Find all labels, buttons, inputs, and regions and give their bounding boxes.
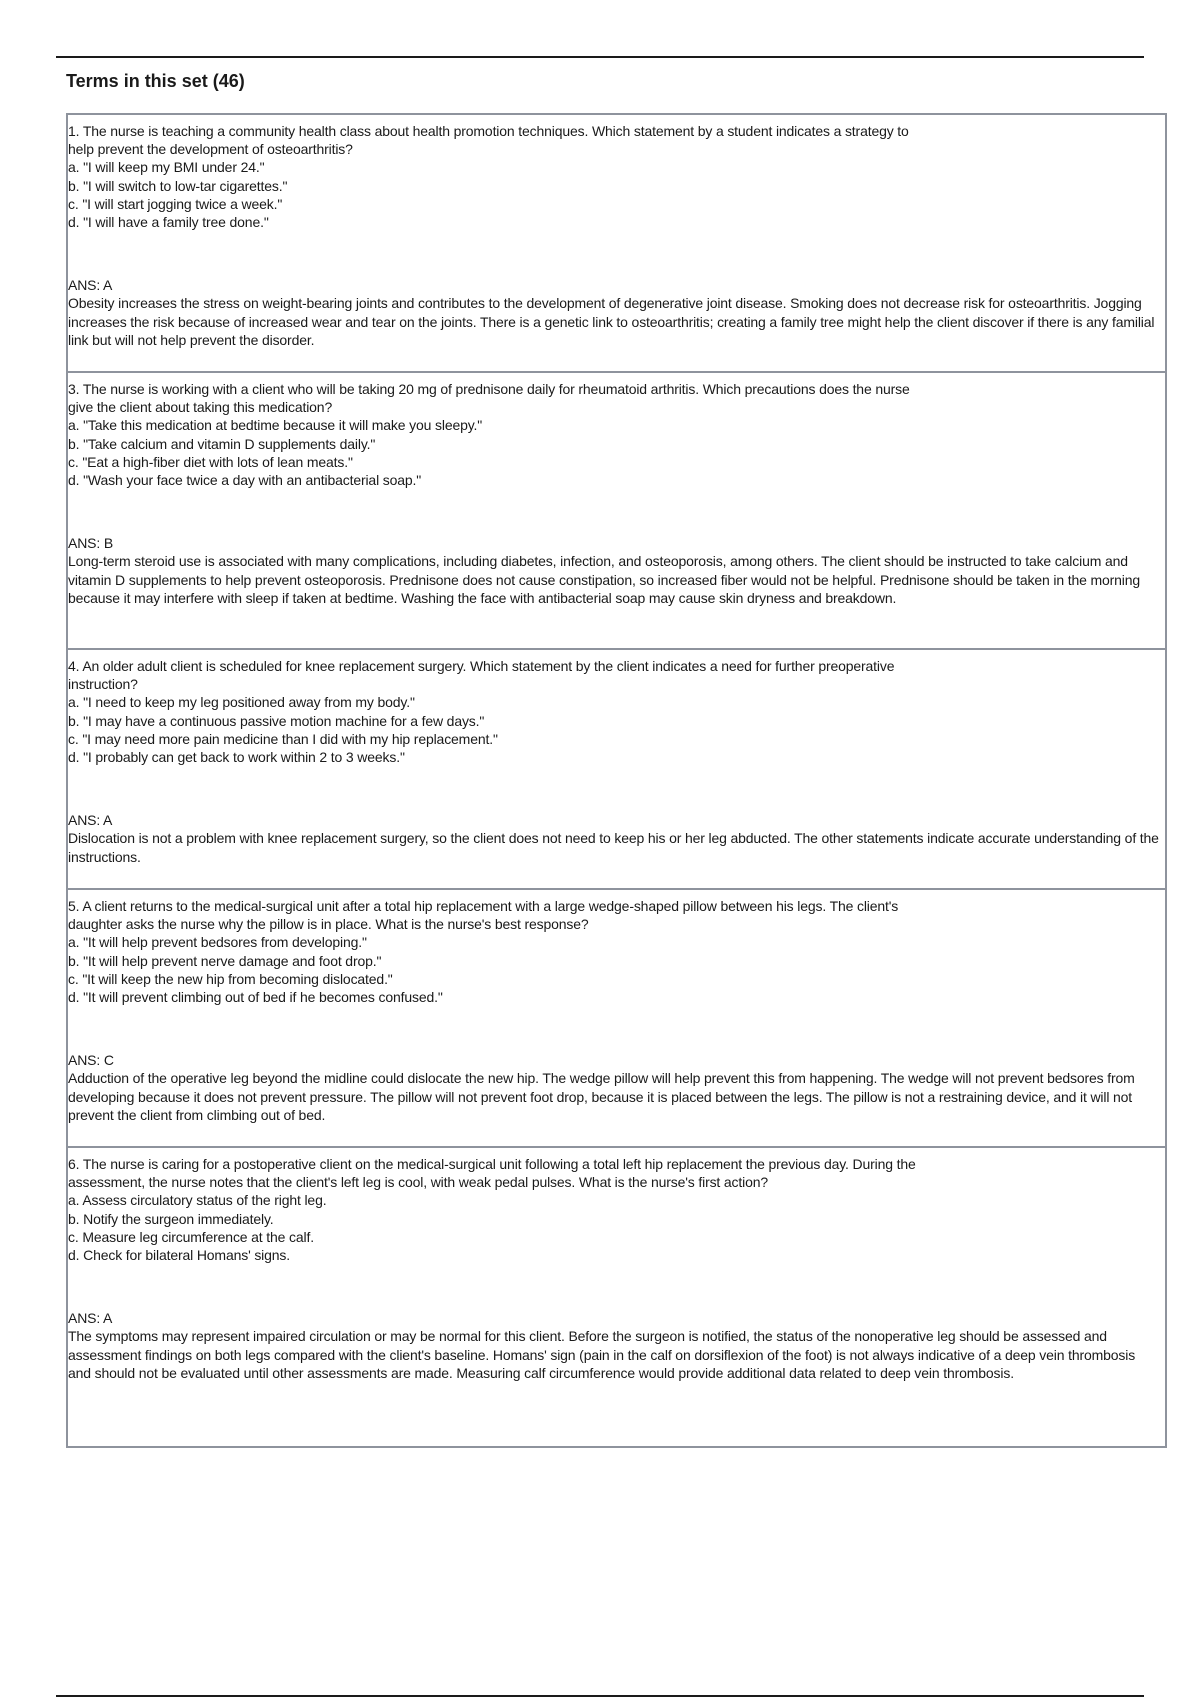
question-text: 1. The nurse is teaching a community health class about health promotion techniques. Which statement by a student indicates a strategy to help prevent the development of osteoarthritis? bbox=[68, 123, 909, 158]
option-a: a. "I will keep my BMI under 24." bbox=[68, 159, 265, 176]
answer-key: ANS: C bbox=[68, 1052, 114, 1069]
option-c: c. "I will start jogging twice a week." bbox=[68, 195, 283, 212]
rationale-text: Adduction of the operative leg beyond the midline could dislocate the new hip. The wedge pillow will help prevent this from happening. The wedge will not prevent bedsores from developing because it does not prevent pressure. The pillow will not prevent foot drop, because it is placed between the legs. The pillow is not a restraining device, and it will not prevent the client from climbing out of bed. bbox=[68, 1070, 1135, 1123]
rationale-text: Long-term steroid use is associated with many complications, including diabetes, infection, and osteoporosis, among others. The client should be instructed to take calcium and vitamin D supplements to help prevent osteoporosis. Prednisone does not cause constipation, so increased fiber would not be helpful. Prednisone should be taken in the morning because it may interfere with sleep if taken at bedtime. Washing the face with antibacterial soap may cause skin dryness and breakdown. bbox=[68, 553, 1141, 606]
flashcard-list bbox=[66, 113, 1167, 1448]
option-a: a. Assess circulatory status of the right leg. bbox=[68, 1192, 327, 1209]
option-c: c. "It will keep the new hip from becoming dislocated." bbox=[68, 970, 393, 987]
question-text: 5. A client returns to the medical-surgical unit after a total hip replacement with a large wedge-shaped pillow between his legs. The client's daughter asks the nurse why the pillow is in place. What is the nurse's best response? bbox=[68, 898, 899, 933]
option-d: d. "I probably can get back to work within 2 to 3 weeks." bbox=[68, 749, 405, 766]
spacer bbox=[68, 766, 1159, 811]
option-d: d. "It will prevent climbing out of bed if he becomes confused." bbox=[68, 989, 443, 1006]
rationale-text: Dislocation is not a problem with knee replacement surgery, so the client does not need to keep his or her leg abducted. The other statements indicate accurate understanding of the instructions. bbox=[68, 830, 1159, 865]
spacer bbox=[68, 489, 1159, 534]
flashcard[interactable] bbox=[66, 1146, 1167, 1448]
spacer bbox=[68, 231, 1159, 276]
flashcard[interactable] bbox=[66, 113, 1167, 371]
rationale-text: The symptoms may represent impaired circulation or may be normal for this client. Before the surgeon is notified, the status of the nonoperative leg should be assessed and assessment findings on both legs compared with the client's baseline. Homans' sign (pain in the calf on dorsiflexion of the foot) is not always indicative of a deep vein thrombosis and should not be evaluated until other assessments are made. Measuring calf circumference would provide additional data related to deep vein thrombosis. bbox=[68, 1328, 1136, 1381]
flashcard[interactable] bbox=[66, 371, 1167, 648]
set-title: Terms in this set (46) bbox=[66, 71, 245, 91]
flashcard[interactable] bbox=[66, 888, 1167, 1146]
flashcard[interactable] bbox=[66, 648, 1167, 888]
answer-key: ANS: B bbox=[68, 535, 114, 552]
option-a: a. "It will help prevent bedsores from developing." bbox=[68, 934, 367, 951]
question-text: 4. An older adult client is scheduled for knee replacement surgery. Which statement by the client indicates a need for further preoperative instruction? bbox=[68, 658, 895, 693]
spacer bbox=[68, 1264, 1159, 1309]
option-c: c. "I may need more pain medicine than I did with my hip replacement." bbox=[68, 730, 498, 747]
option-c: c. Measure leg circumference at the calf. bbox=[68, 1228, 314, 1245]
option-b: b. Notify the surgeon immediately. bbox=[68, 1210, 274, 1227]
option-b: b. "I will switch to low-tar cigarettes." bbox=[68, 177, 288, 194]
question-text: 6. The nurse is caring for a postoperative client on the medical-surgical unit following a total left hip replacement the previous day. During the assessment, the nurse notes that the client's left leg is cool, with weak pedal pulses. What is the nurse's first action? bbox=[68, 1156, 916, 1191]
option-b: b. "Take calcium and vitamin D supplements daily." bbox=[68, 435, 376, 452]
spacer bbox=[68, 1006, 1159, 1051]
option-a: a. "I need to keep my leg positioned away from my body." bbox=[68, 694, 415, 711]
answer-key: ANS: A bbox=[68, 812, 113, 829]
answer-key: ANS: A bbox=[68, 1310, 113, 1327]
option-b: b. "It will help prevent nerve damage and foot drop." bbox=[68, 952, 382, 969]
option-b: b. "I may have a continuous passive motion machine for a few days." bbox=[68, 712, 485, 729]
option-d: d. Check for bilateral Homans' signs. bbox=[68, 1247, 290, 1264]
rationale-text: Obesity increases the stress on weight-bearing joints and contributes to the development of degenerative joint disease. Smoking does not decrease risk for osteoarthritis. Jogging increases the risk because of increased wear and tear on the joints. There is a genetic link to osteoarthritis; creating a family tree might help the client discover if there is any familial link but will not help prevent the disorder. bbox=[68, 295, 1155, 348]
option-a: a. "Take this medication at bedtime because it will make you sleepy." bbox=[68, 417, 483, 434]
option-d: d. "I will have a family tree done." bbox=[68, 214, 269, 231]
top-divider bbox=[56, 56, 1144, 58]
answer-key: ANS: A bbox=[68, 277, 113, 294]
option-c: c. "Eat a high-fiber diet with lots of lean meats." bbox=[68, 453, 353, 470]
option-d: d. "Wash your face twice a day with an antibacterial soap." bbox=[68, 472, 422, 489]
question-text: 3. The nurse is working with a client who will be taking 20 mg of prednisone daily for rheumatoid arthritis. Which precautions does the nurse give the client about taking this medication? bbox=[68, 381, 910, 416]
bottom-divider bbox=[56, 1695, 1144, 1697]
